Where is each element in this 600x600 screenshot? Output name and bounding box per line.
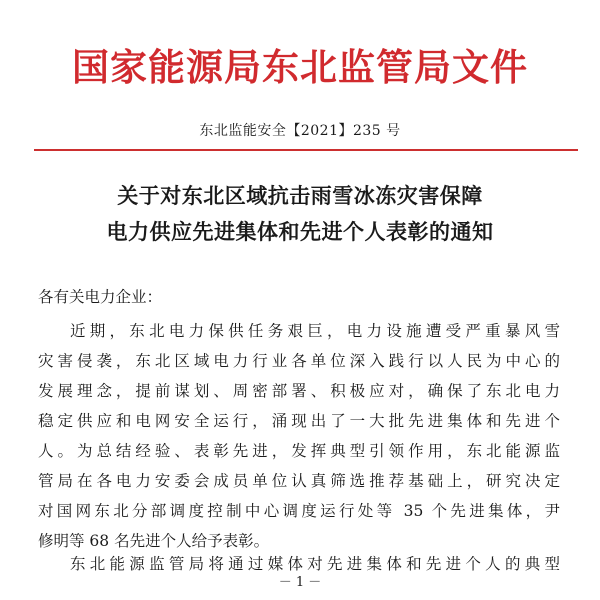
red-separator-rule xyxy=(34,149,578,151)
issuing-authority-header: 国家能源局东北监管局文件 xyxy=(72,45,528,89)
document-number: 东北监能安全【2021】235 号 xyxy=(199,123,401,139)
salutation: 各有关电力企业： xyxy=(38,288,163,306)
body-line-2: 灾害侵袭，东北区域电力行业各单位深入践行以人民为中心的 xyxy=(38,352,560,370)
notice-title-line-2: 电力供应先进集体和先进个人表彰的通知 xyxy=(106,220,494,244)
body-line-8: 修明等 68 名先进个人给予表彰。 xyxy=(38,532,270,550)
notice-title-line-1: 关于对东北区域抗击雨雪冰冻灾害保障 xyxy=(117,184,483,208)
body-line-1: 近期，东北电力保供任务艰巨，电力设施遭受严重暴风雪 xyxy=(70,322,560,340)
body-line-6: 管局在各电力安委会成员单位认真筛选推荐基础上，研究决定 xyxy=(38,472,560,490)
body-line-5: 人。为总结经验、表彰先进，发挥典型引领作用，东北能源监 xyxy=(38,442,560,460)
body-line-3: 发展理念，提前谋划、周密部署、积极应对，确保了东北电力 xyxy=(38,382,560,400)
body-line-9: 东北能源监管局将通过媒体对先进集体和先进个人的典型 xyxy=(70,555,560,573)
body-line-7: 对国网东北分部调度控制中心调度运行处等 35 个先进集体，尹 xyxy=(38,502,560,520)
page-number: － 1 － xyxy=(278,575,322,590)
body-line-4: 稳定供应和电网安全运行，涌现出了一大批先进集体和先进个 xyxy=(38,412,560,430)
